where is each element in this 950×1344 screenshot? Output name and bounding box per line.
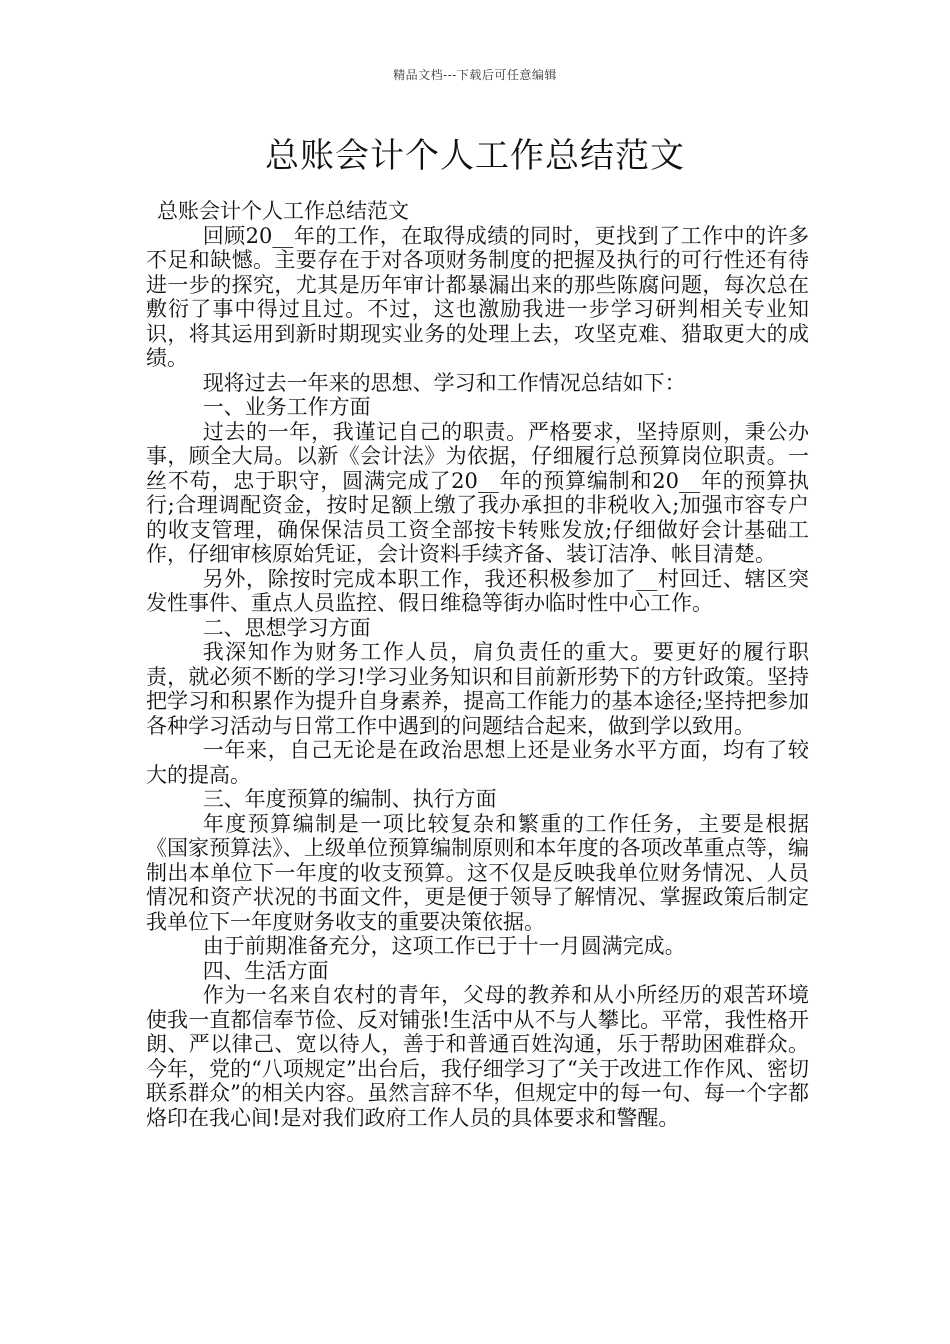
paragraph: 我深知作为财务工作人员，肩负责任的重大。要更好的履行职责，就必须不断的学习!学习业务知识和目前新形势下的方针政策。坚持把学习和积累作为提升自身素养，提高工作能力的基本途径;坚持把参加各种学习活动与日常工作中遇到的问题结合起来，做到学以致用。 [146, 640, 809, 738]
paragraph: 过去的一年，我谨记自己的职责。严格要求，坚持原则，秉公办事，顾全大局。以新《会计法》为依据，仔细履行总预算岗位职责。一丝不苟，忠于职守，圆满完成了20__年的预算编制和20__年的预算执行;合理调配资金，按时足额上缴了我办承担的非税收入;加强市容专户的收支管理，确保保洁员工资全部按卡转账发放;仔细做好会计基础工作，仔细审核原始凭证，会计资料手续齐备、装订洁净、帐目清楚。 [146, 419, 809, 566]
header-note: 精品文档---下载后可任意编辑 [393, 68, 557, 82]
section-heading: 一、业务工作方面 [202, 395, 371, 419]
section-heading: 四、生活方面 [202, 958, 329, 983]
section-heading: 二、思想学习方面 [202, 615, 371, 640]
paragraph: 回顾20__年的工作，在取得成绩的同时，更找到了工作中的许多不足和缺憾。主要存在于对各项财务制度的把握及执行的可行性还有待进一步的探究，尤其是历年审计都暴漏出来的那些陈腐问题，每次总在敷衍了事中得过且过。不过，这也激励我进一步学习研判相关专业知识，将其运用到新时期现实业务的处理上去，攻坚克难、猎取更大的成绩。 [146, 223, 809, 370]
paragraph: 另外，除按时完成本职工作，我还积极参加了__村回迁、辖区突发性事件、重点人员监控、假日维稳等街办临时性中心工作。 [146, 566, 809, 615]
paragraph: 作为一名来自农村的青年，父母的教养和从小所经历的艰苦环境使我一直都信奉节俭、反对铺张!生活中从不与人攀比。平常，我性格开朗、严以律己、宽以待人，善于和普通百姓沟通，乐于帮助困难群众。今年，党的“八项规定”出台后，我仔细学习了“关于改进工作作风、密切联系群众”的相关内容。虽然言辞不华，但规定中的每一句、每一个字都烙印在我心间!是对我们政府工作人员的具体要求和警醒。 [146, 983, 809, 1130]
paragraph: 现将过去一年来的思想、学习和工作情况总结如下： [202, 370, 686, 395]
paragraph: 一年来，自己无论是在政治思想上还是业务水平方面，均有了较大的提高。 [146, 738, 809, 787]
document-subtitle: 总账会计个人工作总结范文 [157, 199, 409, 223]
document-title: 总账会计个人工作总结范文 [265, 136, 685, 176]
document-body [146, 199, 809, 1130]
paragraph: 由于前期准备充分，这项工作已于十一月圆满完成。 [202, 934, 686, 958]
paragraph: 年度预算编制是一项比较复杂和繁重的工作任务，主要是根据《国家预算法》、上级单位预算编制原则和本年度的各项改革重点等，编制出本单位下一年度的收支预算。这不仅是反映我单位财务情况、人员情况和资产状况的书面文件，更是便于领导了解情况、掌握政策后制定我单位下一年度财务收支的重要决策依据。 [146, 811, 809, 934]
section-heading: 三、年度预算的编制、执行方面 [202, 787, 497, 811]
